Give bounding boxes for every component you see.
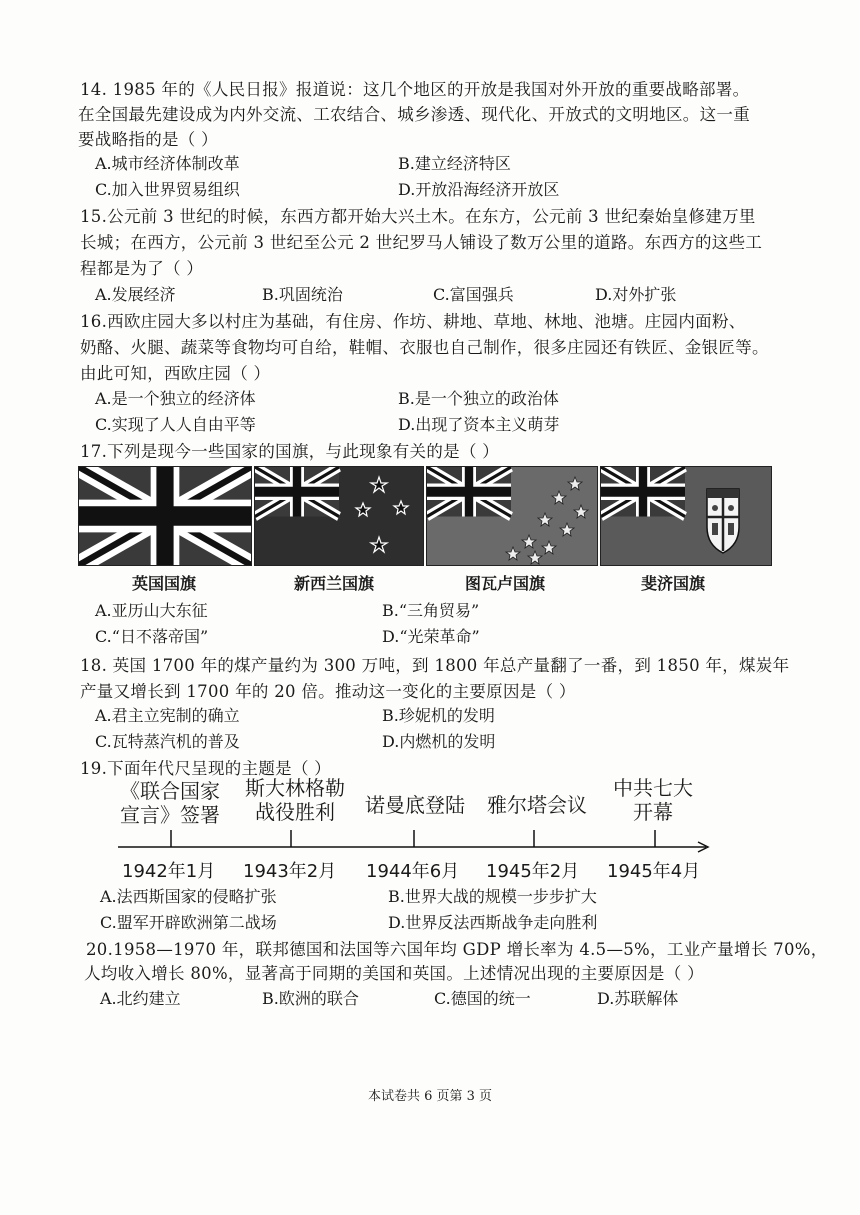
- q20-option-a: A.北约建立: [100, 989, 181, 1008]
- timeline-date-1: 1942年1月: [122, 861, 216, 882]
- timeline-date-4: 1945年2月: [486, 861, 580, 882]
- q14-line-1: 14. 1985 年的《人民日报》报道说：这几个地区的开放是我国对外开放的重要战略部署。: [80, 80, 750, 99]
- event-1-line-2: 宣言》签署: [120, 803, 220, 827]
- fiji-flag-image: [600, 466, 772, 566]
- q20-option-c: C.德国的统一: [434, 989, 531, 1008]
- q15-line-1: 15.公元前 3 世纪的时候，东西方都开始大兴土木。在东方，公元前 3 世纪秦始皇修建万里: [80, 207, 756, 226]
- q15-option-d: D.对外扩张: [595, 285, 677, 304]
- tuvalu-flag-image: [426, 466, 598, 566]
- event-3-line-1: 诺曼底登陆: [365, 793, 465, 817]
- q19-line-1: 19.下面年代尺呈现的主题是（ ）: [80, 759, 332, 778]
- q15-option-a: A.发展经济: [95, 285, 176, 304]
- page-footer: 本试卷共 6 页第 3 页: [367, 1089, 493, 1104]
- q20-option-d: D.苏联解体: [597, 989, 679, 1008]
- q15-line-3: 程都是为了（ ）: [80, 259, 204, 278]
- q16-line-1: 16.西欧庄园大多以村庄为基础，有住房、作坊、耕地、草地、林地、池塘。庄园内面粉、: [80, 312, 746, 331]
- q14-option-d: D.开放沿海经济开放区: [398, 180, 560, 199]
- event-4-line-1: 雅尔塔会议: [487, 793, 587, 817]
- timeline-event-3: [360, 793, 470, 817]
- q15-option-c: C.富国强兵: [433, 285, 514, 304]
- q18-option-c: C.瓦特蒸汽机的普及: [95, 732, 240, 751]
- timeline-event-5: [603, 776, 703, 824]
- q18-option-b: B.珍妮机的发明: [382, 706, 495, 725]
- q15-option-b: B.巩固统治: [262, 285, 343, 304]
- timeline-event-2: [240, 776, 350, 824]
- timeline-axis: [0, 820, 860, 860]
- q15-line-2: 长城；在西方，公元前 3 世纪至公元 2 世纪罗马人铺设了数万公里的道路。东西方的这些工: [80, 233, 763, 252]
- q19-option-b: B.世界大战的规模一步步扩大: [388, 887, 597, 906]
- q17-option-b: B.“三角贸易”: [382, 601, 480, 620]
- event-2-line-2: 战役胜利: [255, 800, 335, 824]
- event-1-line-1: 《联合国家: [120, 779, 220, 803]
- q20-option-b: B.欧洲的联合: [262, 989, 359, 1008]
- event-5-line-2: 开幕: [633, 800, 673, 824]
- q16-option-c: C.实现了人人自由平等: [95, 415, 256, 434]
- q16-option-b: B.是一个独立的政治体: [398, 389, 559, 408]
- q17-option-c: C.“日不落帝国”: [95, 627, 209, 646]
- q14-option-a: A.城市经济体制改革: [95, 154, 240, 173]
- timeline-date-5: 1945年4月: [607, 861, 701, 882]
- q17-option-a: A.亚历山大东征: [95, 601, 208, 620]
- q20-line-1: 20.1958—1970 年，联邦德国和法国等六国年均 GDP 增长率为 4.5—5%，工业产量增长 70%，: [86, 940, 828, 959]
- flag-caption-tuvalu: 图瓦卢国旗: [465, 574, 546, 593]
- q19-option-c: C.盟军开辟欧洲第二战场: [100, 913, 277, 932]
- q14-line-2: 在全国最先建设成为内外交流、工农结合、城乡渗透、现代化、开放式的文明地区。这一重: [78, 105, 750, 124]
- q18-option-a: A.君主立宪制的确立: [95, 706, 240, 725]
- event-5-line-1: 中共七大: [613, 776, 693, 800]
- flag-caption-uk: 英国国旗: [132, 574, 197, 593]
- q14-line-3: 要战略指的是（ ）: [78, 130, 218, 149]
- q14-option-c: C.加入世界贸易组织: [95, 180, 240, 199]
- q16-option-d: D.出现了资本主义萌芽: [398, 415, 560, 434]
- q16-option-a: A.是一个独立的经济体: [95, 389, 256, 408]
- flag-caption-new-zealand: 新西兰国旗: [294, 574, 375, 593]
- q17-option-d: D.“光荣革命”: [382, 627, 480, 646]
- q18-option-d: D.内燃机的发明: [382, 732, 496, 751]
- q16-line-2: 奶酪、火腿、蔬菜等食物均可自给，鞋帽、衣服也自己制作，很多庄园还有铁匠、金银匠等。: [80, 338, 769, 357]
- q19-option-d: D.世界反法西斯战争走向胜利: [388, 913, 598, 932]
- q18-line-1: 18. 英国 1700 年的煤产量约为 300 万吨，到 1800 年总产量翻了一番，到 1850 年，煤炭年: [80, 656, 790, 675]
- event-2-line-1: 斯大林格勒: [245, 776, 345, 800]
- q16-line-3: 由此可知，西欧庄园（ ）: [80, 364, 271, 383]
- q14-option-b: B.建立经济特区: [398, 154, 511, 173]
- timeline-date-3: 1944年6月: [366, 861, 460, 882]
- q20-line-2: 人均收入增长 80%，显著高于同期的美国和英国。上述情况出现的主要原因是（ ）: [84, 964, 704, 983]
- q17-line-1: 17.下列是现今一些国家的国旗，与此现象有关的是（ ）: [80, 442, 500, 461]
- uk-flag-image: [78, 466, 252, 566]
- new-zealand-flag-image: [254, 466, 424, 566]
- timeline-date-2: 1943年2月: [243, 861, 337, 882]
- q18-line-2: 产量又增长到 1700 年的 20 倍。推动这一变化的主要原因是（ ）: [80, 682, 576, 701]
- timeline-event-4: [482, 793, 592, 817]
- flag-caption-fiji: 斐济国旗: [641, 574, 706, 593]
- q19-option-a: A.法西斯国家的侵略扩张: [100, 887, 277, 906]
